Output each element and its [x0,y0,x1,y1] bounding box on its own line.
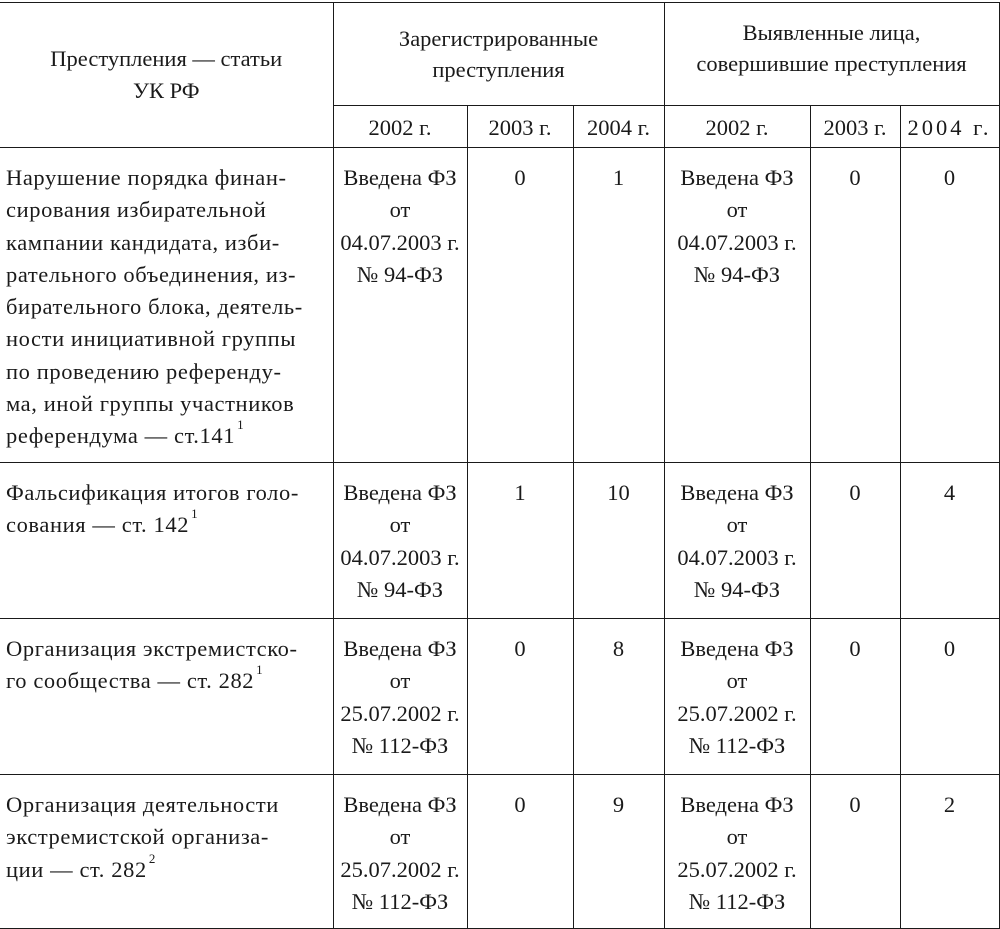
intro-line: Введена ФЗ [680,480,794,505]
intro-line: 25.07.2002 г. [677,700,797,726]
header-registered-line: Зарегистрированные [398,26,599,51]
registered-2003-cell: 0 [467,619,573,775]
intro-line: № 112-ФЗ [688,732,786,758]
intro-line: № 94-ФЗ [693,261,781,287]
header-crime-line: УК РФ [133,78,200,103]
persons-2002-cell [664,463,810,619]
intro-line: № 112-ФЗ [688,888,786,914]
intro-line: Введена ФЗ [680,636,794,661]
persons-2002-cell [664,148,810,463]
crime-name-line: рательного объединения, из- [6,261,297,287]
persons-2002-cell [664,619,810,775]
table-row [0,148,999,463]
persons-2004-cell: 0 [900,619,999,775]
persons-2003-cell: 0 [810,619,900,775]
registered-2003-cell: 1 [467,463,573,619]
intro-line: 04.07.2003 г. [677,544,797,570]
crime-name-cell [0,463,333,619]
registered-2002-cell [333,619,467,775]
crime-name-line [6,417,327,452]
header-year-registered-2003: 2003 г. [467,106,573,148]
persons-2003-cell: 0 [810,463,900,619]
crime-name-text: ции — ст. 282 [6,856,147,882]
crime-name-cell [0,148,333,463]
intro-line: № 112-ФЗ [351,732,449,758]
registered-2004-cell: 8 [573,619,664,775]
crime-name-line: сирования избирательной [6,197,267,223]
intro-line: Введена ФЗ [680,165,794,190]
crime-name-text: референдума — ст.141 [6,423,236,449]
header-year-persons-2002: 2002 г. [664,106,810,148]
header-year-persons-2004: 2004 г. [900,106,999,148]
intro-line: от [726,512,748,538]
crime-name-line: Фальсификация итогов голо- [6,480,299,505]
intro-line: от [389,668,411,694]
crime-name-cell [0,619,333,775]
crime-name-cell [0,775,333,929]
intro-line: 04.07.2003 г. [340,229,460,255]
crime-name-line [6,850,327,886]
registered-2002-cell [333,775,467,929]
persons-2003-cell: 0 [810,775,900,929]
crime-statistics-table [0,2,1000,929]
crime-name-line: Нарушение порядка финан- [6,165,287,190]
registered-2003-cell: 0 [467,148,573,463]
intro-line: 25.07.2002 г. [340,856,460,882]
intro-line: от [726,197,748,223]
crime-name-line: кампании кандидата, изби- [6,229,280,255]
persons-2002-cell [664,775,810,929]
intro-line: 04.07.2003 г. [677,229,797,255]
intro-line: от [389,512,411,538]
registered-2003-cell: 0 [467,775,573,929]
header-year-registered-2002: 2002 г. [333,106,467,148]
header-crime-line: Преступления — статьи [50,46,283,71]
intro-line: Введена ФЗ [680,792,794,817]
crime-name-line: экстремистской организа- [6,824,269,850]
crime-name-line: по проведению референду- [6,358,282,384]
registered-2004-cell: 1 [573,148,664,463]
table-row [0,619,999,775]
intro-line: от [726,668,748,694]
article-superscript: 1 [256,662,264,678]
header-persons-line: Выявленные лица, [742,20,921,45]
intro-line: от [726,824,748,850]
header-registered-line: преступления [432,57,565,82]
intro-line: № 94-ФЗ [356,261,444,287]
crime-name-line: бирательного блока, деятель- [6,294,303,320]
crime-name-line: Организация экстремистско- [6,636,298,661]
intro-line: 04.07.2003 г. [340,544,460,570]
header-identified-persons [664,3,999,106]
intro-line: 25.07.2002 г. [677,856,797,882]
registered-2004-cell: 9 [573,775,664,929]
intro-line: № 112-ФЗ [351,888,449,914]
crime-name-line: ма, иной группы участников [6,391,295,417]
registered-2004-cell: 10 [573,463,664,619]
header-persons-line: совершившие преступления [696,51,967,76]
crime-name-line: Организация деятельности [6,792,279,817]
intro-line: Введена ФЗ [343,480,457,505]
persons-2004-cell: 2 [900,775,999,929]
intro-line: Введена ФЗ [343,792,457,817]
registered-2002-cell [333,148,467,463]
header-registered-crimes [333,3,664,106]
article-superscript: 2 [148,850,156,866]
persons-2004-cell: 0 [900,148,999,463]
persons-2003-cell: 0 [810,148,900,463]
table-row [0,463,999,619]
article-superscript: 1 [237,417,245,433]
registered-2002-cell [333,463,467,619]
crime-name-line: ности инициативной группы [6,326,297,352]
intro-line: Введена ФЗ [343,636,457,661]
intro-line: от [389,197,411,223]
header-crime-articles [0,3,333,148]
crime-name-line [6,506,327,541]
header-year-persons-2003: 2003 г. [810,106,900,148]
table-row [0,775,999,929]
intro-line: от [389,824,411,850]
article-superscript: 1 [191,506,199,522]
intro-line: 25.07.2002 г. [340,700,460,726]
intro-line: № 94-ФЗ [356,576,444,602]
crime-name-text: сования — ст. 142 [6,512,190,538]
crime-name-line [6,662,327,697]
crime-name-text: го сообщества — ст. 282 [6,668,255,694]
intro-line: № 94-ФЗ [693,576,781,602]
intro-line: Введена ФЗ [343,165,457,190]
persons-2004-cell: 4 [900,463,999,619]
header-year-registered-2004: 2004 г. [573,106,664,148]
